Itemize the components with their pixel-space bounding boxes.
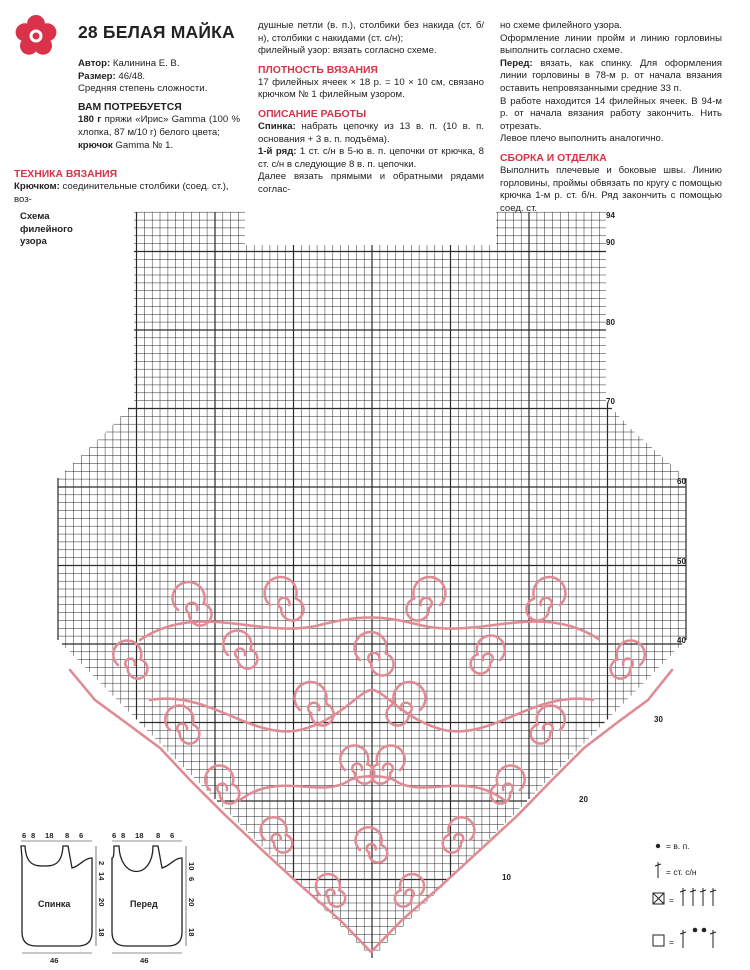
row-number-label: 40 — [677, 636, 686, 645]
front-label: Перед: — [500, 57, 533, 69]
hook-technique-text: соединительные столбики (соед. ст.), воз- — [14, 181, 229, 205]
row-number-label: 70 — [606, 397, 615, 406]
hook-technique-label: Крючком: — [14, 181, 60, 192]
legend-text: = — [669, 937, 674, 947]
dimension-label: 2 — [97, 861, 106, 866]
filled-cell-icon — [653, 893, 664, 904]
dimension-label: 8 — [121, 831, 126, 840]
dot-icon — [656, 844, 660, 848]
dimension-label: 6 — [22, 831, 27, 840]
chart-caption-line: узора — [20, 236, 47, 248]
dimension-label: 10 — [187, 862, 196, 871]
row-number-label: 94 — [606, 211, 615, 220]
dc-stitch-icon — [655, 862, 661, 878]
legend-text: = ст. с/н — [666, 867, 697, 877]
yarn-amount: 180 г — [78, 114, 102, 126]
row-number-label: 80 — [606, 318, 615, 327]
pattern-continue-text: но схеме филейного узора. — [500, 20, 622, 31]
front-text: вязать, как спинку. Для оформления линии горловины в 78-м р. от начала вязания оставить непровязанными средние 33 п. — [500, 57, 722, 94]
stitches-text: душные петли (в. п.), столбики без накида (ст. б/н), столбики с накидами (ст. с/н); — [258, 20, 484, 44]
dimension-label: 6 — [187, 877, 196, 882]
armhole-text: Оформление линии пройм и линию горловины выполнить согласно схеме. — [500, 32, 722, 57]
back-schematic-label: Спинка — [38, 899, 71, 909]
filet-grid — [58, 212, 686, 958]
row1-text: 1 ст. с/н в 5-ю в. п. цепочки от крючка, 8 ст. с/н в следующие 8 в. п. цепочки. — [258, 146, 484, 170]
dimension-label: 8 — [65, 831, 70, 840]
open-cell-icon — [653, 935, 664, 946]
yarn-text: пряжи «Ирис» Gamma (100 % хлопка, 87 м/10 г) белого цвета; — [78, 114, 240, 138]
size-value: 46/48. — [115, 70, 146, 82]
row-number-label: 10 — [502, 873, 511, 882]
difficulty-text: Средняя степень сложности. — [78, 83, 208, 95]
gauge-text: 17 филейных ячеек × 18 р. = 10 × 10 см, связано крючком № 1 филейным узором. — [258, 76, 484, 101]
dimension-label: 6 — [170, 831, 175, 840]
back-label: Спинка: — [258, 120, 296, 132]
legend-text: = в. п. — [666, 841, 690, 851]
back-schematic — [21, 846, 92, 946]
left-shoulder-text: Левое плечо выполнить аналогично. — [500, 133, 664, 145]
assembly-heading: СБОРКА И ОТДЕЛКА — [500, 152, 607, 164]
legend — [653, 841, 716, 948]
filet-pattern-text: филейный узор: вязать согласно схеме. — [258, 45, 437, 57]
dimension-label: 6 — [112, 831, 117, 840]
dimension-label: 6 — [79, 831, 84, 840]
chart-caption-line: Схема — [20, 211, 50, 222]
row-number-label: 60 — [677, 477, 686, 486]
dimension-label: 18 — [187, 928, 196, 937]
assembly-text: Выполнить плечевые и боковые швы. Линию горловины, проймы обвязать по кругу с помощью крючка 1-м р. ст. б/н. Ряд закончить с помощью соед. ст. — [500, 164, 722, 214]
author-value: Калинина Е. В. — [110, 58, 180, 69]
materials-heading: ВАМ ПОТРЕБУЕТСЯ — [78, 101, 182, 113]
dimension-label: 46 — [50, 956, 59, 965]
dc-stitch-group-icon — [680, 888, 716, 906]
row-number-label: 30 — [654, 715, 663, 724]
gauge-heading: ПЛОТНОСТЬ ВЯЗАНИЯ — [258, 64, 378, 76]
dimension-label: 14 — [97, 872, 106, 881]
pattern-motif — [70, 577, 672, 952]
description-heading: ОПИСАНИЕ РАБОТЫ — [258, 108, 367, 120]
hook-value: Gamma № 1. — [112, 139, 174, 151]
row-number-label: 20 — [579, 795, 588, 804]
legend-text: = — [669, 895, 674, 905]
dimension-label: 8 — [31, 831, 36, 840]
back-schematic-dims — [21, 841, 96, 953]
dimension-label: 18 — [45, 831, 54, 840]
dimension-label: 20 — [187, 898, 196, 907]
dimension-label: 18 — [135, 831, 144, 840]
dimension-label: 20 — [97, 898, 106, 907]
front-schematic-label: Перед — [130, 899, 158, 909]
page-title: 28 БЕЛАЯ МАЙКА — [78, 22, 235, 42]
author-label: Автор: — [78, 58, 111, 69]
row-number-label: 50 — [677, 557, 686, 566]
back-text: набрать цепочку из 13 в. п. (10 в. п. основания + 3 в. п. подъёма). — [258, 120, 484, 145]
dc-chain-group-icon — [680, 928, 716, 948]
chart-caption-line: филейного — [20, 223, 73, 235]
front-schematic — [112, 846, 182, 946]
dimension-label: 8 — [156, 831, 161, 840]
dimension-label: 46 — [140, 956, 149, 965]
dimension-label: 18 — [97, 928, 106, 937]
cells-text: В работе находится 14 филейных ячеек. В 94-м р. от начала вязания работу закончить. Нить отрезать. — [500, 95, 722, 132]
technique-heading: ТЕХНИКА ВЯЗАНИЯ — [14, 169, 118, 180]
front-schematic-dims — [112, 841, 186, 953]
size-label: Размер: — [78, 70, 116, 82]
row1-label: 1-й ряд: — [258, 146, 297, 158]
hook-label: крючок — [78, 139, 113, 151]
further-text: Далее вязать прямыми и обратными рядами соглас- — [258, 171, 484, 195]
row-number-label: 90 — [606, 238, 615, 247]
